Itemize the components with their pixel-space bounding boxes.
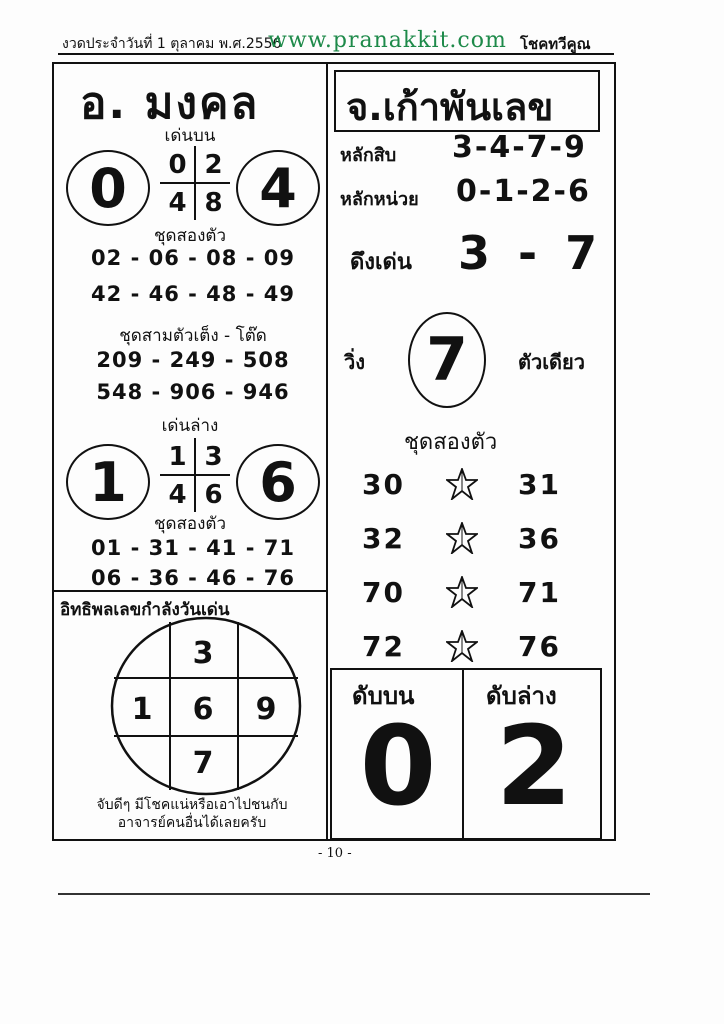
top-left-circle: 0 — [66, 150, 150, 226]
top-grid — [160, 146, 230, 220]
triple-label: ชุดสามตัวเต็ง - โต๊ด — [119, 326, 267, 346]
star-icon — [446, 468, 478, 500]
bottom-grid-cell: 6 — [204, 479, 223, 510]
tens-value: 3-4-7-9 — [452, 130, 587, 165]
column-divider — [326, 62, 328, 839]
right-title: จ.เก้าพันเลข — [346, 85, 554, 129]
pair-right: 31 — [518, 468, 561, 501]
star-icon — [446, 630, 478, 662]
top-grid-cell: 0 — [168, 149, 187, 180]
units-label: หลักหน่วย — [340, 189, 419, 210]
influence-right: 9 — [255, 692, 277, 727]
left-title: อ. มงคล — [80, 78, 260, 129]
top-grid-cell: 8 — [204, 187, 223, 218]
header-date: งวดประจำวันที่ 1 ตุลาคม พ.ศ.2556 — [62, 36, 282, 52]
star-icon — [446, 576, 478, 608]
top-grid-cell: 4 — [168, 187, 187, 218]
tens-label: หลักสิบ — [340, 145, 397, 166]
pair-row-2: 42 - 46 - 48 - 49 — [91, 282, 295, 306]
run-circle: 7 — [408, 312, 486, 408]
star-icon — [446, 522, 478, 554]
header-column-name: โชคทวีคูณ — [520, 35, 591, 53]
pair-label-2: ชุดสองตัว — [153, 514, 227, 534]
header-underline — [58, 53, 614, 55]
pair-left: 32 — [362, 522, 405, 555]
single-label: ตัวเดียว — [518, 350, 585, 374]
units-value: 0-1-2-6 — [456, 174, 591, 209]
bottom-grid-cell: 1 — [168, 441, 187, 472]
pair-row-4: 06 - 36 - 46 - 76 — [91, 566, 295, 590]
bottom-grid — [160, 438, 230, 512]
header-website[interactable]: www.pranakkit.com — [268, 28, 507, 53]
lower-value: 2 — [495, 702, 573, 830]
left-section-divider — [52, 590, 328, 592]
influence-left: 1 — [131, 692, 153, 727]
pair-row-3: 01 - 31 - 41 - 71 — [91, 536, 295, 560]
highlight-value: 3 - 7 — [458, 226, 604, 280]
bottom-left-circle: 1 — [66, 444, 150, 520]
influence-center: 6 — [192, 692, 214, 727]
bottom-grid-cell: 4 — [168, 479, 187, 510]
top-label: เด่นบน — [164, 126, 216, 146]
note-line-1: จับดีๆ มีโชคแน่หรือเอาไปชนกับ — [96, 797, 288, 813]
influence-title: อิทธิพลเลขกำลังวันเด่น — [60, 600, 230, 620]
pair-left: 72 — [362, 630, 405, 663]
highlight-label: ดึงเด่น — [350, 250, 412, 275]
bottom-grid-cell: 3 — [204, 441, 223, 472]
pair-left: 70 — [362, 576, 405, 609]
bottom-label: เด่นล่าง — [161, 416, 219, 436]
page-number: - 10 - — [318, 846, 352, 861]
triple-row-1: 209 - 249 - 508 — [96, 348, 290, 372]
pair-right: 76 — [518, 630, 561, 663]
pair-row-1: 02 - 06 - 08 - 09 — [91, 246, 295, 270]
pair-label-1: ชุดสองตัว — [153, 226, 227, 246]
lower-label: ดับล่าง — [486, 682, 557, 710]
bottom-box-divider — [462, 668, 464, 838]
pairs-label: ชุดสองตัว — [404, 430, 498, 455]
influence-bottom: 7 — [192, 746, 214, 781]
triple-row-2: 548 - 906 - 946 — [96, 380, 290, 404]
top-grid-cell: 2 — [204, 149, 223, 180]
pair-left: 30 — [362, 468, 405, 501]
pair-right: 71 — [518, 576, 561, 609]
pair-right: 36 — [518, 522, 561, 555]
run-label: วิ่ง — [344, 350, 365, 374]
upper-label: ดับบน — [352, 682, 415, 710]
influence-top: 3 — [192, 636, 214, 671]
footer-line — [58, 893, 650, 895]
upper-value: 0 — [359, 702, 437, 830]
top-right-circle: 4 — [236, 150, 320, 226]
bottom-right-circle: 6 — [236, 444, 320, 520]
note-line-2: อาจารย์คนอื่นได้เลยครับ — [117, 815, 267, 831]
